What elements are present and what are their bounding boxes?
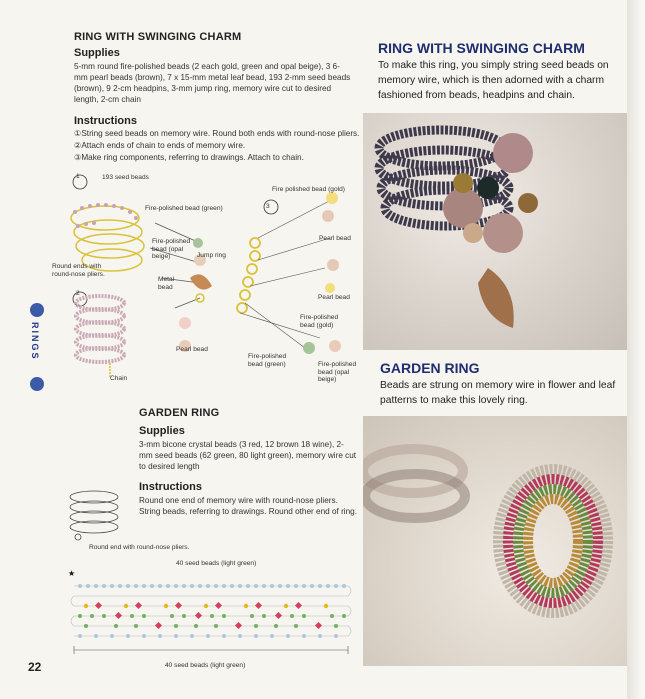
- swinging-charm-photo: [363, 113, 627, 350]
- label-chain: Chain: [110, 375, 128, 382]
- swing-charm-diagram: [50, 168, 360, 398]
- label-pearl-bead-3: Pearl bead: [176, 346, 208, 353]
- garden-supplies-text: 3-mm bicone crystal beads (3 red, 12 brown 18 wine), 2-mm seed beads (62 green, 80 light green), memory wire cut to desired length: [139, 440, 357, 471]
- label-metal-bead: Metal bead: [158, 276, 175, 291]
- garden-instructions-heading: Instructions: [139, 481, 202, 493]
- step1-number: 1: [76, 173, 80, 180]
- label-round-ends: Round ends with round-nose pliers.: [52, 263, 105, 278]
- garden-ring-title: GARDEN RING: [139, 407, 220, 419]
- supplies-heading: Supplies: [74, 47, 120, 59]
- instruction-step-1: ①String seed beads on memory wire. Round both ends with round-nose pliers.: [74, 129, 360, 138]
- label-pearl-bead-1: Pearl bead: [319, 235, 351, 242]
- swinging-charm-ring-illustration: [363, 113, 627, 350]
- supplies-text: 5-mm round fire-polished beads (2 each gold, green and opal beige), 3 6-mm pearl beads (brown), 7 x 15-mm metal leaf bead, 193 2-mm seed beads (brown), 9 2-cm headpins, 3-mm jump ring, memory wire cut to desired length, 2-cm chain: [74, 62, 351, 104]
- right-swing-text: To make this ring, you simply string seed beads on memory wire, which is then adorned with a charm fashioned from beads, headpins and chain.: [378, 60, 609, 101]
- garden-coil-diagram: [62, 485, 132, 550]
- side-tab-dot-bottom: [30, 377, 44, 391]
- garden-ring-illustration: [363, 416, 627, 666]
- label-garden-top-seed: 40 seed beads (light green): [176, 560, 257, 567]
- instruction-step-2: ②Attach ends of chain to ends of memory wire.: [74, 141, 246, 150]
- garden-supplies-heading: Supplies: [139, 425, 185, 437]
- label-fp-gold-mid: Fire-polished bead (gold): [300, 314, 339, 329]
- step2-number: 2: [76, 290, 80, 297]
- label-fp-gold-top: Fire polished bead (gold): [272, 186, 345, 193]
- garden-ring-photo: [363, 416, 627, 666]
- rings-side-label: RINGS: [30, 322, 40, 361]
- label-jump-ring: Jump ring: [197, 252, 226, 259]
- label-garden-bottom-seed: 40 seed beads (light green): [165, 662, 246, 669]
- label-fp-opal: Fire-polished bead (opal beige): [152, 238, 191, 260]
- garden-bead-pattern: [66, 570, 356, 658]
- svg-text:★: ★: [68, 570, 76, 578]
- instructions-heading: Instructions: [74, 115, 137, 127]
- page-number: 22: [28, 660, 42, 674]
- right-garden-heading: GARDEN RING: [380, 360, 480, 376]
- label-fp-green-bottom: Fire-polished bead (green): [248, 353, 287, 368]
- swing-charm-title: RING WITH SWINGING CHARM: [74, 31, 242, 43]
- label-193-seed-beads: 193 seed beads: [102, 174, 149, 181]
- label-fp-green: Fire-polished bead (green): [145, 205, 223, 212]
- label-fp-opal-bottom: Fire-polished bead (opal beige): [318, 361, 357, 383]
- garden-instructions-text: Round one end of memory wire with round-nose pliers. String beads, referring to drawings. Round other end of ring.: [139, 496, 358, 516]
- book-spine: [627, 0, 645, 699]
- label-pearl-bead-2: Pearl bead: [318, 294, 350, 301]
- instruction-step-3: ③Make ring components, referring to drawings. Attach to chain.: [74, 153, 304, 162]
- right-garden-text: Beads are strung on memory wire in flower and leaf patterns to make this lovely ring.: [380, 380, 616, 406]
- right-swing-heading: RING WITH SWINGING CHARM: [378, 40, 585, 56]
- side-tab-dot-top: [30, 303, 44, 317]
- label-garden-round-end: Round end with round-nose pliers.: [89, 544, 190, 551]
- step3-number: 3: [266, 203, 270, 210]
